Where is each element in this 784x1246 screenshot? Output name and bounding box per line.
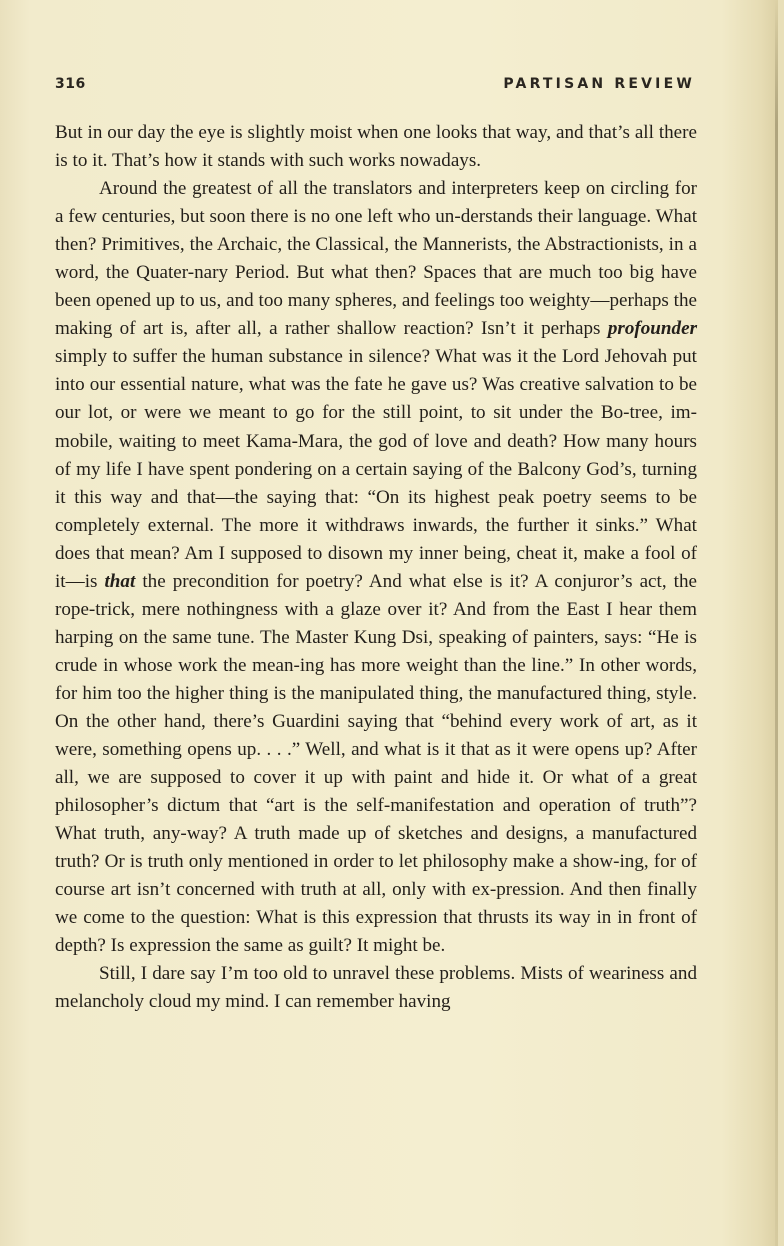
page-number: 316	[55, 76, 86, 92]
text-segment: Around the greatest of all the translators and interpreters keep on circling for a few centuries, but soon there is no one left who un-derstands their language. What then? Primitives, the Archaic, the Classical, the Mannerists, the Abstractionists, in a word, the Quater-nary Period. But what then? Spaces that are much too big have been opened up to us, and too many spheres, and feelings too weighty—perhaps the making of art is, after all, a rather shallow reaction? Isn’t it perhaps	[55, 178, 697, 340]
paragraph	[55, 960, 697, 1016]
text-segment: the precondition for poetry? And what else is it? A conjuror’s act, the rope-trick, mere nothingness with a glaze over it? And from the East I hear them harping on the same tune. The Master Kung Dsi, speaking of painters, says: “He is crude in whose work the mean-ing has more weight than the line.” In other words, for him too the higher thing is the manipulated thing, the manufactured thing, style. On the other hand, there’s Guardini saying that “behind every work of art, as it were, something opens up. . . .” Well, and what is it that as it were opens up? After all, we are supposed to cover it up with paint and hide it. Or what of a great philosopher’s dictum that “art is the self-manifestation and operation of truth”? What truth, any-way? A truth made up of sketches and designs, a manufactured truth? Or is truth only mentioned in order to let philosophy make a show-ing, for of course art isn’t concerned with truth at all, only with ex-pression. And then finally we come to the question: What is this expression that thrusts its way in in front of depth? Is expression the same as guilt? It might be.	[55, 570, 697, 957]
running-head: PARTISAN REVIEW	[503, 76, 695, 92]
page-header	[55, 76, 695, 96]
paragraph	[55, 175, 697, 960]
page-edge-shadow	[775, 0, 778, 1246]
page-edge	[778, 0, 784, 1246]
body-text	[55, 119, 697, 1017]
text-segment: simply to suffer the human substance in silence? What was it the Lord Jehovah put into our essential nature, what was the fate he gave us? Was creative salvation to be our lot, or were we meant to go for the still point, to sit under the Bo-tree, im-mobile, waiting to meet Kama-Mara, the god of love and death? How many hours of my life I have spent pondering on a certain saying of the Balcony God’s, turning it this way and that—the saying that: “On its highest peak poetry seems to be completely external. The more it withdraws inwards, the further it sinks.” What does that mean? Am I supposed to disown my inner being, cheat it, make a fool of it—is	[55, 346, 697, 592]
paragraph	[55, 119, 697, 175]
italic-word: that	[104, 570, 136, 592]
italic-word: profounder	[607, 318, 697, 340]
text-segment: Still, I dare say I’m too old to unravel these problems. Mists of weariness and melancholy cloud my mind. I can remember having	[55, 963, 697, 1013]
text-segment: But in our day the eye is slightly moist when one looks that way, and that’s all there is to it. That’s how it stands with such works nowadays.	[55, 122, 697, 172]
